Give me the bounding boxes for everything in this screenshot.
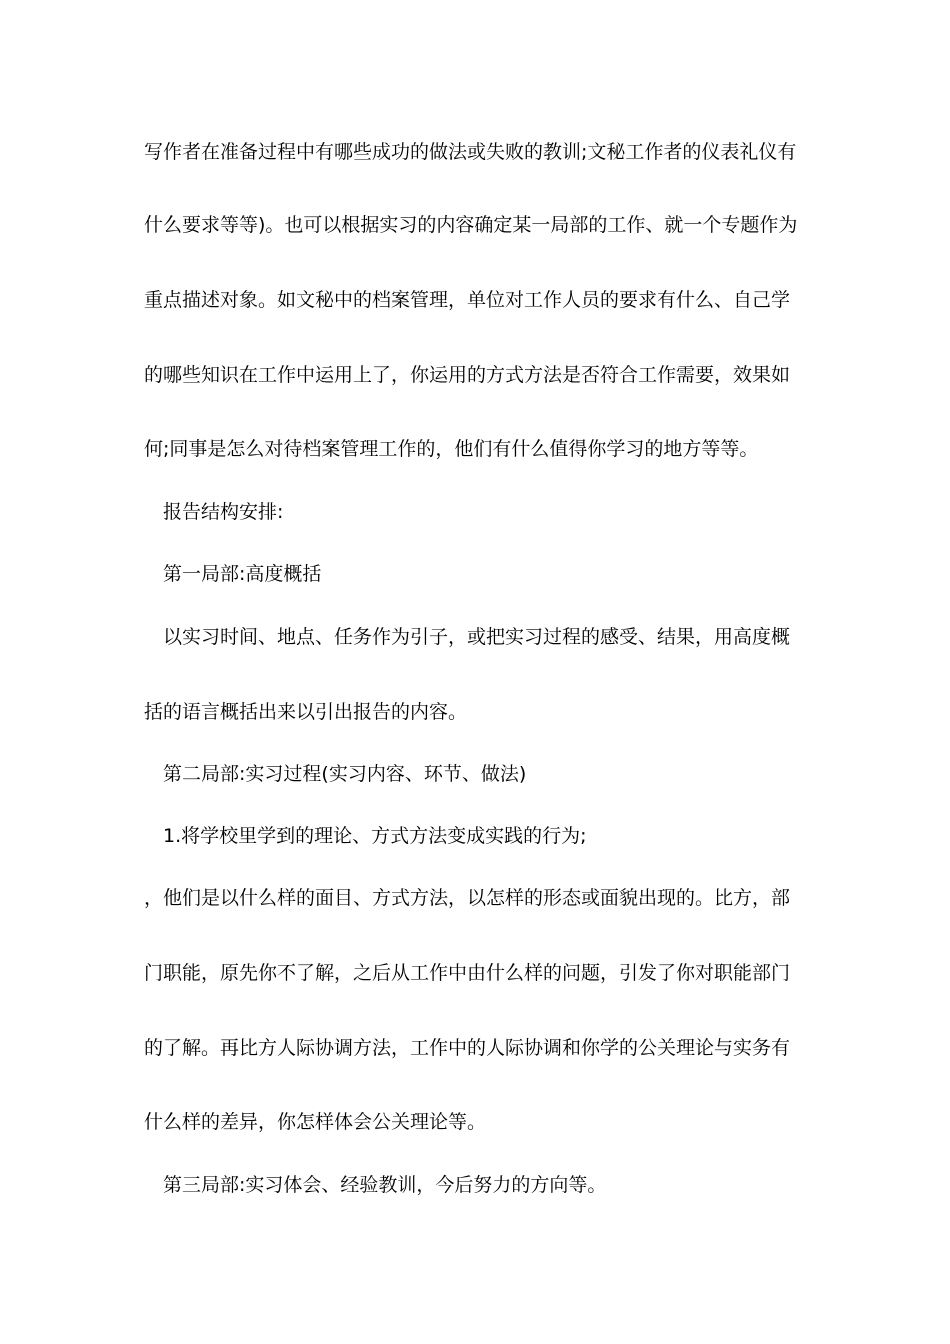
paragraph-line: 什么要求等等)。也可以根据实习的内容确定某一局部的工作、就一个专题作为: [144, 214, 798, 236]
paragraph-line: 以实习时间、地点、任务作为引子，或把实习过程的感受、结果，用高度概: [163, 626, 791, 648]
list-item: 1.将学校里学到的理论、方式方法变成实践的行为;: [163, 825, 587, 847]
paragraph-line: 门职能，原先你不了解，之后从工作中由什么样的问题，引发了你对职能部门: [144, 962, 791, 984]
paragraph-line: 的了解。再比方人际协调方法，工作中的人际协调和你学的公关理论与实务有: [144, 1037, 791, 1059]
section-heading: 第二局部:实习过程(实习内容、环节、做法): [163, 763, 527, 785]
paragraph-line: 的哪些知识在工作中运用上了，你运用的方式方法是否符合工作需要，效果如: [144, 364, 791, 386]
paragraph-line: 重点描述对象。如文秘中的档案管理，单位对工作人员的要求有什么、自己学: [144, 289, 791, 311]
paragraph-line: 什么样的差异，你怎样体会公关理论等。: [144, 1111, 487, 1133]
paragraph-line: 何;同事是怎么对待档案管理工作的，他们有什么值得你学习的地方等等。: [144, 438, 759, 460]
paragraph-line: 写作者在准备过程中有哪些成功的做法或失败的教训;文秘工作者的仪表礼仪有: [144, 141, 797, 163]
section-heading: 第三局部:实习体会、经验教训，今后努力的方向等。: [163, 1174, 607, 1196]
paragraph-line: 括的语言概括出来以引出报告的内容。: [144, 701, 468, 723]
section-heading: 第一局部:高度概括: [163, 563, 322, 585]
paragraph-line: ，他们是以什么样的面目、方式方法，以怎样的形态或面貌出现的。比方，部: [144, 887, 791, 909]
section-heading: 报告结构安排:: [163, 501, 284, 523]
